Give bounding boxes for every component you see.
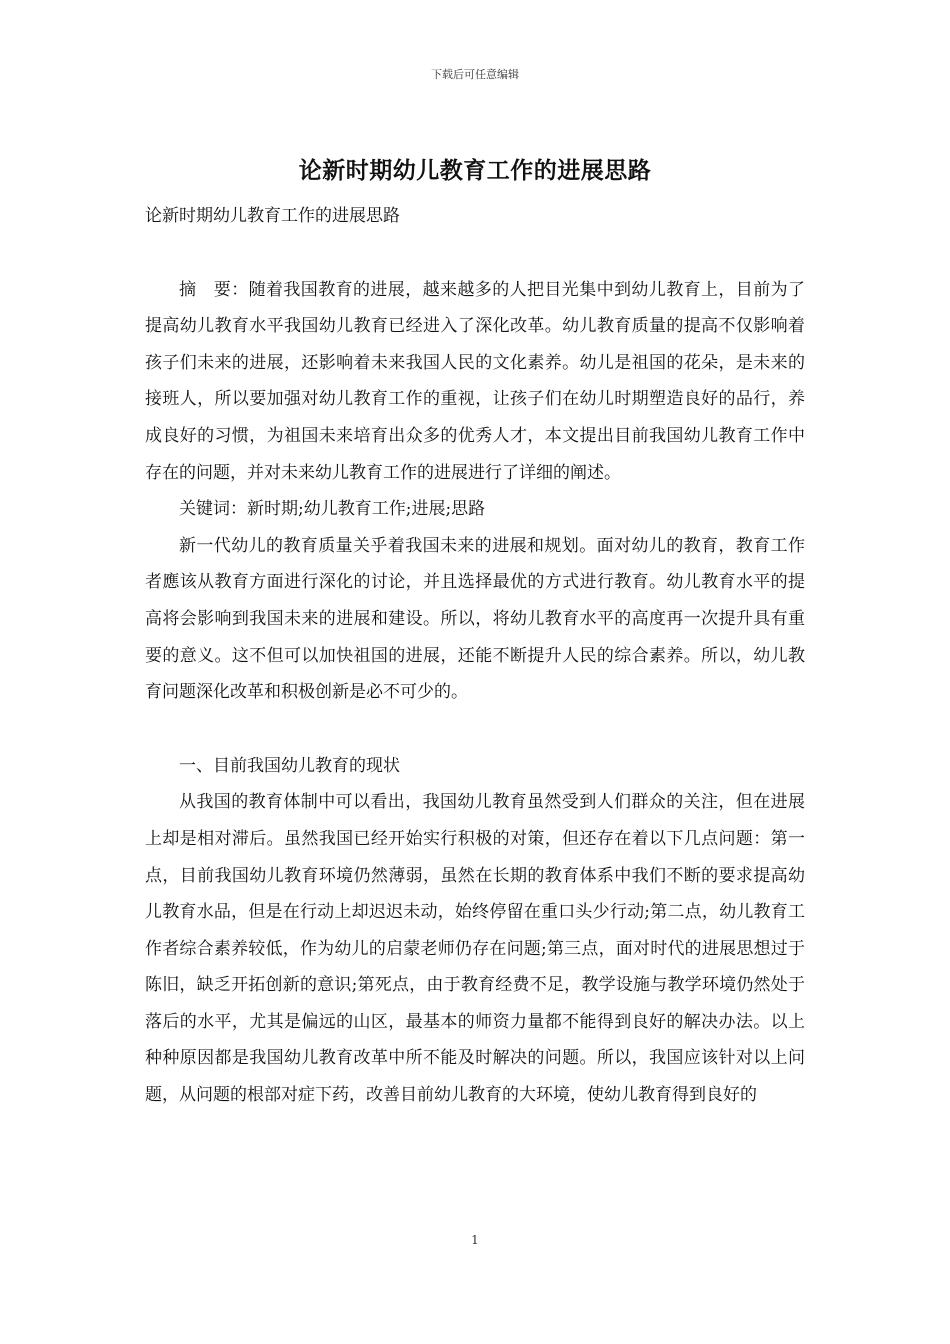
header-note: 下载后可任意编辑 [431, 68, 519, 81]
blank-line [145, 235, 805, 272]
intro-paragraph: 新一代幼儿的教育质量关乎着我国未来的进展和规划。面对幼儿的教育，教育工作者應该从教育方面进行深化的讨论，并且选择最优的方式进行教育。幼儿教育水平的提高将会影响到我国未来的进展和建设。所以，将幼儿教育水平的高度再一次提升具有重要的意义。这不但可以加快祖国的进展，还能不断提升人民的综合素养。所以，幼儿教育问题深化改革和积极创新是必不可少的。 [145, 535, 805, 703]
section-paragraph: 从我国的教育体制中可以看出，我国幼儿教育虽然受到人们群众的关注，但在进展上却是相对滞后。虽然我国已经开始实行积极的对策，但还存在着以下几点问题：第一点，目前我国幼儿教育环境仍然薄弱，虽然在长期的教育体系中我们不断的要求提高幼儿教育水品，但是在行动上却迟迟未动，始终停留在重口头少行动;第二点，幼儿教育工作者综合素养较低，作为幼儿的启蒙老师仍存在问题;第三点，面对时代的进展思想过于陈旧，缺乏开拓创新的意识;第死点，由于教育经费不足，教学设施与教学环境仍然处于落后的水平，尤其是偏远的山区，最基本的师资力量都不能得到良好的解决办法。以上种种原因都是我国幼儿教育改革中所不能及时解决的问题。所以，我国应该针对以上问题，从问题的根部对症下药，改善目前幼儿教育的大环境，使幼儿教育得到良好的 [145, 792, 805, 1106]
document-title: 论新时期幼儿教育工作的进展思路 [298, 157, 652, 184]
blank-line [145, 711, 805, 748]
document-body [145, 198, 805, 1114]
section-heading: 一、目前我国幼儿教育的现状 [179, 755, 400, 776]
abstract-paragraph: 摘 要：随着我国教育的进展，越来越多的人把目光集中到幼儿教育上，目前为了提高幼儿教育水平我国幼儿教育已经进入了深化改革。幼儿教育质量的提高不仅影响着孩子们未来的进展，还影响着未来我国人民的文化素养。幼儿是祖国的花朵，是未来的接班人，所以要加强对幼儿教育工作的重视，让孩子们在幼儿时期塑造良好的品行，养成良好的习惯，为祖国未来培育出众多的优秀人才，本文提出目前我国幼儿教育工作中存在的问题，并对未来幼儿教育工作的进展进行了详细的阐述。 [145, 279, 805, 483]
document-subtitle: 论新时期幼儿教育工作的进展思路 [145, 206, 400, 226]
keywords-line: 关键词：新时期;幼儿教育工作;进展;思路 [179, 499, 486, 520]
page-number: 1 [471, 1233, 479, 1247]
